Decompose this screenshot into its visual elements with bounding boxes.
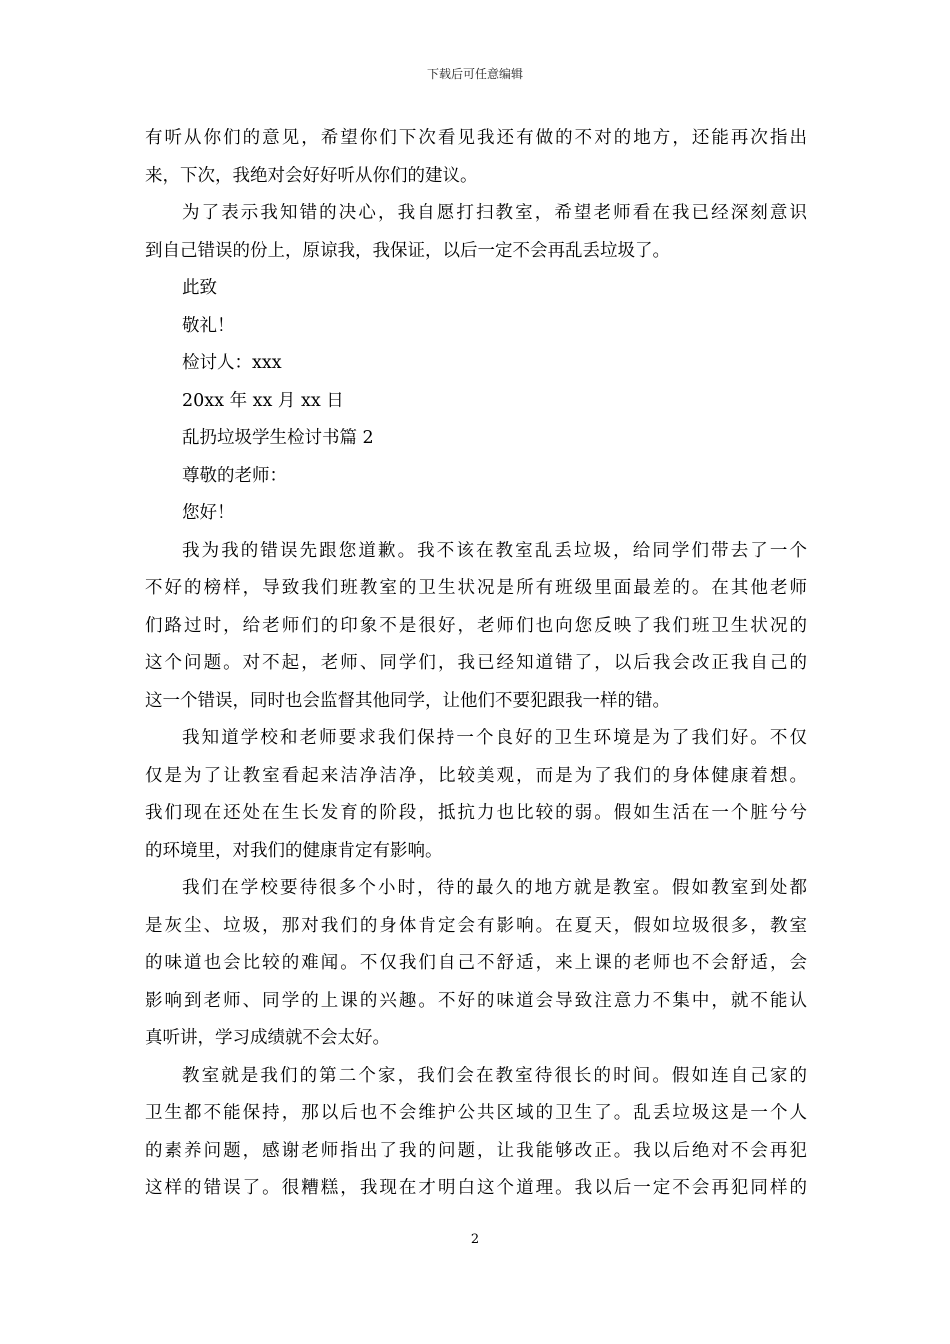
text-line: 您好！ bbox=[182, 503, 235, 523]
text-line: 的味道也会比较的难闻。不仅我们自己不舒适，来上课的老师也不会舒适，会 bbox=[145, 953, 807, 973]
text-line: 来，下次，我绝对会好好听从你们的建议。 bbox=[145, 165, 478, 186]
text-line: 检讨人：xxx bbox=[182, 353, 282, 373]
text-line: 这个问题。对不起，老师、同学们，我已经知道错了，以后我会改正我自己的 bbox=[145, 653, 807, 673]
text-line: 的素养问题，感谢老师指出了我的问题，让我能够改正。我以后绝对不会再犯 bbox=[145, 1140, 807, 1161]
text-line: 我们在学校要待很多个小时，待的最久的地方就是教室。假如教室到处都 bbox=[182, 878, 807, 898]
text-line: 为了表示我知错的决心，我自愿打扫教室，希望老师看在我已经深刻意识 bbox=[182, 203, 807, 223]
text-line: 到自己错误的份上，原谅我，我保证，以后一定不会再乱丢垃圾了。 bbox=[145, 240, 670, 261]
text-line: 我知道学校和老师要求我们保持一个良好的卫生环境是为了我们好。不仅 bbox=[182, 728, 807, 748]
page-header: 下载后可任意编辑 bbox=[426, 67, 523, 81]
text-line: 敬礼！ bbox=[182, 315, 235, 336]
text-line: 20xx 年 xx 月 xx 日 bbox=[182, 390, 344, 411]
text-line: 乱扔垃圾学生检讨书篇 2 bbox=[182, 428, 374, 448]
page-number: 2 bbox=[470, 1232, 480, 1247]
text-line: 尊敬的老师： bbox=[182, 465, 287, 486]
text-line: 不好的榜样，导致我们班教室的卫生状况是所有班级里面最差的。在其他老师 bbox=[145, 578, 807, 598]
text-line: 的环境里，对我们的健康肯定有影响。 bbox=[145, 840, 443, 861]
text-line: 卫生都不能保持，那以后也不会维护公共区域的卫生了。乱丢垃圾这是一个人 bbox=[145, 1103, 807, 1123]
text-line: 我们现在还处在生长发育的阶段，抵抗力也比较的弱。假如生活在一个脏兮兮 bbox=[145, 803, 807, 823]
text-line: 这样的错误了。很糟糕，我现在才明白这个道理。我以后一定不会再犯同样的 bbox=[145, 1178, 807, 1198]
text-line: 此致 bbox=[182, 278, 217, 298]
text-line: 仅是为了让教室看起来洁净洁净，比较美观，而是为了我们的身体健康着想。 bbox=[145, 765, 807, 786]
text-line: 们路过时，给老师们的印象不是很好，老师们也向您反映了我们班卫生状况的 bbox=[145, 615, 807, 636]
text-line: 是灰尘、垃圾，那对我们的身体肯定会有影响。在夏天，假如垃圾很多，教室 bbox=[145, 915, 807, 936]
text-line: 有听从你们的意见，希望你们下次看见我还有做的不对的地方，还能再次指出 bbox=[145, 128, 807, 148]
text-line: 真听讲，学习成绩就不会太好。 bbox=[145, 1028, 390, 1048]
text-line: 影响到老师、同学的上课的兴趣。不好的味道会导致注意力不集中，就不能认 bbox=[145, 990, 807, 1011]
text-line: 这一个错误，同时也会监督其他同学，让他们不要犯跟我一样的错。 bbox=[145, 690, 670, 711]
document-body bbox=[145, 120, 807, 1208]
text-line: 我为我的错误先跟您道歉。我不该在教室乱丢垃圾，给同学们带去了一个 bbox=[182, 540, 807, 561]
text-line: 教室就是我们的第二个家，我们会在教室待很长的时间。假如连自己家的 bbox=[182, 1065, 807, 1086]
